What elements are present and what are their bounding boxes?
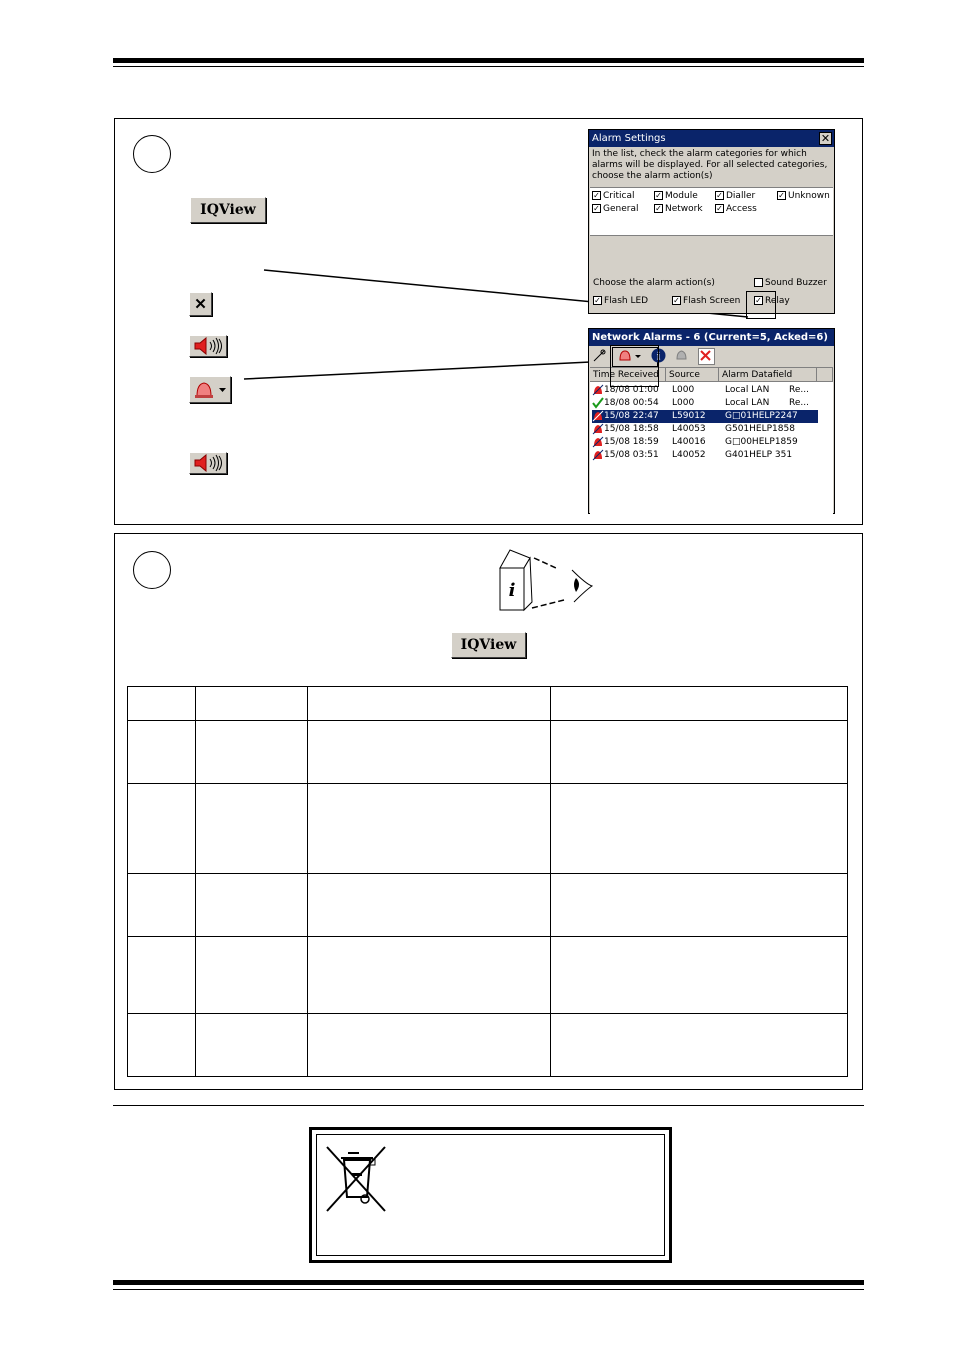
table-cell <box>128 1014 196 1077</box>
checkbox-checked-icon: ✓ <box>716 204 723 213</box>
column-header-blank <box>817 368 833 382</box>
alarm-row[interactable] <box>592 436 818 449</box>
table-cell <box>308 784 551 874</box>
category-general[interactable] <box>592 204 638 214</box>
table-cell <box>551 937 848 1014</box>
checkbox-checked-icon: ✓ <box>673 296 680 305</box>
alarm-row[interactable] <box>592 397 818 410</box>
table-cell <box>551 784 848 874</box>
alarm-datafield: G401HELP 351 <box>725 450 793 460</box>
network-alarms-titlebar <box>589 329 834 346</box>
alarm-bell-icon <box>592 449 604 466</box>
weee-bin-icon <box>325 1145 391 1215</box>
checkbox-checked-icon: ✓ <box>655 191 662 200</box>
alarm-settings-title: Alarm Settings <box>592 133 666 144</box>
alarm-settings-window <box>588 129 835 314</box>
category-label: Dialler <box>726 191 756 201</box>
table-cell <box>196 874 308 937</box>
svg-text:i: i <box>508 580 516 601</box>
alarm-time: 15/08 22:47 <box>604 411 659 421</box>
footer-rule-thin <box>113 1289 864 1290</box>
alarm-settings-titlebar <box>589 130 834 147</box>
flash-screen-label: Flash Screen <box>683 296 741 306</box>
alarm-settings-close-button[interactable] <box>819 132 832 145</box>
iqview-button-label: IQView <box>460 637 517 653</box>
table-cell <box>308 1014 551 1077</box>
close-icon: ✕ <box>194 296 207 313</box>
checkbox-checked-icon: ✓ <box>594 296 601 305</box>
column-header-time[interactable]: Time Received <box>590 368 666 382</box>
alarm-source: L000 <box>672 385 695 395</box>
weee-notice-box <box>309 1127 672 1263</box>
delete-icon <box>699 349 712 362</box>
relay-highlight-box <box>746 291 776 319</box>
category-label: Unknown <box>788 191 830 201</box>
checkbox-unchecked-icon <box>754 278 763 287</box>
checkbox-checked-icon: ✓ <box>778 191 785 200</box>
table-cell <box>551 874 848 937</box>
table-cell <box>196 721 308 784</box>
category-list <box>590 187 833 236</box>
checkbox-checked-icon: ✓ <box>755 296 762 305</box>
table-cell <box>128 721 196 784</box>
table-row <box>128 937 848 1014</box>
category-label: Access <box>726 204 757 214</box>
category-module[interactable] <box>654 191 698 201</box>
toolbar-pin-button[interactable] <box>592 348 607 363</box>
category-network[interactable] <box>654 204 703 214</box>
table-cell <box>196 1014 308 1077</box>
table-cell <box>196 937 308 1014</box>
alarm-settings-instructions: In the list, check the alarm categories for which alarms will be displayed. For all selected categories, choose the alarm action(s) <box>592 149 828 181</box>
alarm-extra: Re... <box>789 385 809 395</box>
alarm-row[interactable] <box>592 449 818 462</box>
alarm-datafield: Local LAN <box>725 385 770 395</box>
alarm-time: 15/08 18:58 <box>604 424 659 434</box>
alarm-description-table <box>127 686 848 1077</box>
category-critical[interactable] <box>592 191 634 201</box>
table-cell <box>551 1014 848 1077</box>
category-label: General <box>603 204 639 214</box>
table-cell <box>308 937 551 1014</box>
close-icon: ✕ <box>820 132 831 145</box>
relay-label: Relay <box>765 296 790 306</box>
section-divider <box>113 1105 864 1106</box>
table-cell <box>128 687 196 721</box>
table-row <box>128 721 848 784</box>
alarm-datafield: G□01HELP2247 <box>725 411 798 421</box>
checkbox-checked-icon: ✓ <box>655 204 662 213</box>
checkbox-checked-icon: ✓ <box>716 191 723 200</box>
category-label: Module <box>665 191 698 201</box>
table-cell <box>308 687 551 721</box>
checkbox-checked-icon: ✓ <box>593 191 600 200</box>
alarm-row-selected[interactable] <box>592 410 818 423</box>
flash-led-checkbox[interactable] <box>593 296 648 306</box>
toolbar-delete-button[interactable] <box>698 348 715 365</box>
network-alarms-title: Network Alarms - 6 (Current=5, Acked=6) <box>592 332 828 343</box>
network-alarms-window <box>588 328 835 514</box>
alarm-source: L59012 <box>672 411 706 421</box>
category-access[interactable] <box>715 204 757 214</box>
alarm-list <box>590 367 833 514</box>
step-number-circle-2 <box>133 551 171 589</box>
alarm-extra: Re... <box>789 398 809 408</box>
column-header-datafield[interactable]: Alarm Datafield <box>719 368 817 382</box>
alarm-time: 15/08 03:51 <box>604 450 659 460</box>
checkbox-checked-icon: ✓ <box>593 204 600 213</box>
table-cell <box>128 937 196 1014</box>
alarm-filter-highlight-box <box>610 345 659 387</box>
acknowledge-disabled-icon <box>674 348 689 363</box>
sound-buzzer-label: Sound Buzzer <box>765 278 827 288</box>
category-label: Network <box>665 204 703 214</box>
table-header-row <box>128 687 848 721</box>
table-row <box>128 1014 848 1077</box>
alarm-datafield: Local LAN <box>725 398 770 408</box>
table-row <box>128 874 848 937</box>
iqview-button-2[interactable] <box>451 632 526 658</box>
table-cell <box>196 784 308 874</box>
table-cell <box>551 721 848 784</box>
sound-buzzer-checkbox[interactable] <box>754 278 827 288</box>
category-dialler[interactable] <box>715 191 755 201</box>
alarm-datafield: G□00HELP1859 <box>725 437 798 447</box>
iqview-button-label: IQView <box>200 202 256 218</box>
table-cell <box>551 687 848 721</box>
svg-text:i: i <box>656 351 661 363</box>
alarm-source: L40016 <box>672 437 706 447</box>
alarm-action-prompt: Choose the alarm action(s) <box>593 278 715 288</box>
manual-eye-icon <box>496 546 600 614</box>
table-cell <box>308 874 551 937</box>
alarm-source: L40053 <box>672 424 706 434</box>
flash-screen-checkbox[interactable] <box>672 296 740 306</box>
alarm-row[interactable] <box>592 423 818 436</box>
toolbar-acknowledge-button[interactable] <box>674 348 689 363</box>
alarm-datafield: G501HELP1858 <box>725 424 795 434</box>
table-cell <box>128 784 196 874</box>
table-cell <box>196 687 308 721</box>
alarm-source: L40052 <box>672 450 706 460</box>
alarm-source: L000 <box>672 398 695 408</box>
alarm-time: 18/08 01:00 <box>604 385 659 395</box>
category-label: Critical <box>603 191 635 201</box>
table-row <box>128 784 848 874</box>
alarm-time: 15/08 18:59 <box>604 437 659 447</box>
alarm-time: 18/08 00:54 <box>604 398 659 408</box>
table-cell <box>128 874 196 937</box>
category-unknown[interactable] <box>777 191 830 201</box>
table-cell <box>308 721 551 784</box>
flash-led-label: Flash LED <box>604 296 649 306</box>
pin-icon <box>592 348 607 363</box>
footer-rule-thick <box>113 1280 864 1285</box>
column-header-source[interactable]: Source <box>666 368 719 382</box>
